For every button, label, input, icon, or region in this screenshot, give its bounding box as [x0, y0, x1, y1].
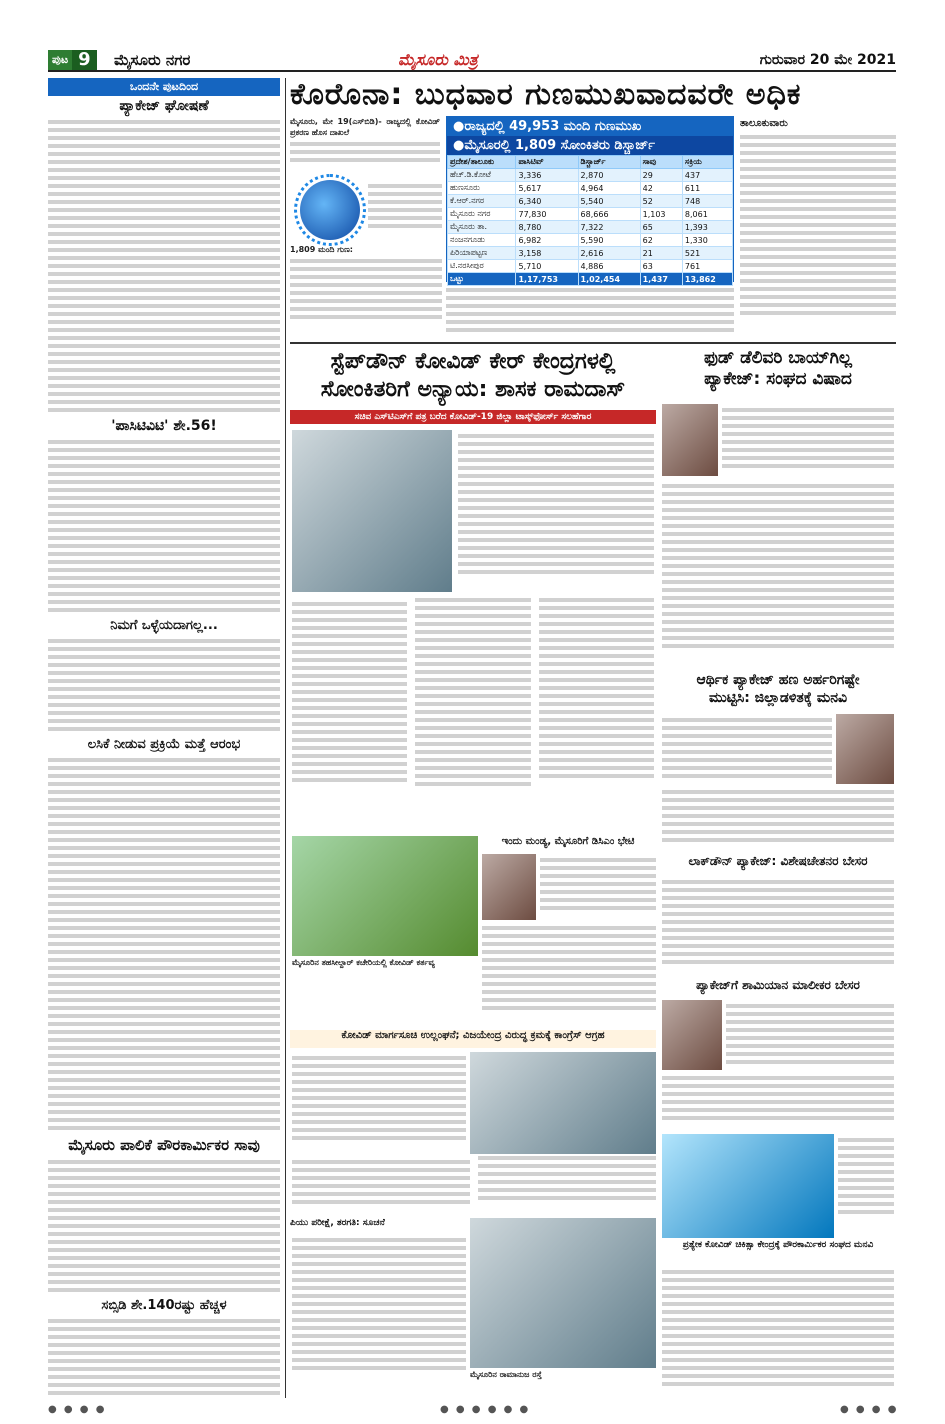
table-cell: ಪಿರಿಯಾಪಟ್ಟಣ — [448, 247, 516, 260]
section-rule — [290, 342, 896, 344]
issue-date: ಗುರುವಾರ 20 ಮೇ 2021 — [759, 52, 896, 68]
table-cell: 5,590 — [578, 234, 640, 247]
queue-photo-caption: ಮೈಸೂರಿನ ರಾಮಾನುಜ ರಸ್ತೆ — [470, 1370, 542, 1379]
table-cell: 4,886 — [578, 260, 640, 273]
headline-subsidy: ಸಬ್ಸಿಡಿ ಶೇ.140ರಷ್ಟು ಹೆಚ್ಚಳ — [101, 1298, 227, 1313]
table-cell: 13,862 — [682, 273, 732, 286]
headline-vaccine: ಲಸಿಕೆ ನೀಡುವ ಪ್ರಕ್ರಿಯೆ ಮತ್ತೆ ಆರಂಭ — [87, 737, 241, 752]
office-photo-caption: ಮೈಸೂರಿನ ತಹಸೀಲ್ದಾರ್ ಕಚೇರಿಯಲ್ಲಿ ಕೋವಿಡ್ ಕರ್ತವ್ಯ — [292, 958, 435, 967]
table-cell: 65 — [640, 221, 682, 234]
corona-dateline: ಮೈಸೂರು, ಮೇ 19(ಎಸ್‌ಬಿಡಿ)- ರಾಜ್ಯದಲ್ಲಿ ಕೋವಿಡ್ ಪ್ರಕರಣ ಹೊಸ ದಾಖಲೆ — [290, 117, 440, 137]
masthead — [48, 50, 896, 72]
headline-positivity: 'ಪಾಸಿಟಿವಿಟಿ' ಶೇ.56! — [111, 418, 217, 434]
registration-marks: ● ● ● ● — [840, 1404, 899, 1415]
table-row — [448, 221, 733, 234]
article-text — [48, 635, 280, 735]
shamiyana-headline: ಪ್ಯಾಕೇಜ್‌ಗೆ ಶಾಮಿಯಾನ ಮಾಲೀಕರ ಬೇಸರ — [696, 978, 860, 992]
dcm-body — [482, 922, 656, 1026]
table-cell: 4,964 — [578, 182, 640, 195]
table-cell: 29 — [640, 169, 682, 182]
article-text — [48, 754, 280, 1134]
article-text — [48, 1156, 280, 1296]
relief-text — [662, 714, 832, 784]
table-cell: 748 — [682, 195, 732, 208]
delivery-illustration — [662, 404, 718, 476]
article-text — [290, 138, 440, 174]
portrait-photo — [836, 714, 894, 784]
table-cell: 1,437 — [640, 273, 682, 286]
table-cell: 5,540 — [578, 195, 640, 208]
food-headline-line2: ಪ್ಯಾಕೇಜ್: ಸಂಘದ ವಿಷಾದ — [704, 369, 852, 390]
stepdown-headline — [290, 348, 656, 408]
table-cell: 1,103 — [640, 208, 682, 221]
stepdown-text-top — [458, 430, 654, 592]
congress-headline: ಕೋವಿಡ್ ಮಾರ್ಗಸೂಚಿ ಉಲ್ಲಂಘನೆ; ವಿಜಯೇಂದ್ರ ವಿರುದ್ಧ ಕ್ರಮಕ್ಕೆ ಕಾಂಗ್ರೆಸ್ ಆಗ್ರಹ — [290, 1030, 656, 1048]
table-cell: 2,870 — [578, 169, 640, 182]
table-cell: ಮೈಸೂರು ನಗರ — [448, 208, 516, 221]
headline-package: ಪ್ಯಾಕೇಜ್ ಘೋಷಣೆ — [119, 98, 209, 114]
table-cell: 1,393 — [682, 221, 732, 234]
table-cell: 6,982 — [516, 234, 578, 247]
table-cell: 1,02,454 — [578, 273, 640, 286]
covid-stats-box — [446, 116, 734, 282]
relief-headline-line1: ಆರ್ಥಿಕ ಪ್ಯಾಕೇಜ್ ಹಣ ಅರ್ಹರಿಗಷ್ಟೇ — [696, 672, 860, 688]
table-cell: 2,616 — [578, 247, 640, 260]
relief-headline — [660, 672, 896, 712]
workers-photo — [662, 1134, 834, 1238]
table-cell: ಕೆ.ಆರ್.ನಗರ — [448, 195, 516, 208]
table-cell: 68,666 — [578, 208, 640, 221]
table-cell: 5,710 — [516, 260, 578, 273]
table-cell: 62 — [640, 234, 682, 247]
relief-body — [662, 786, 894, 852]
recovered-banner: ●ರಾಜ್ಯದಲ್ಲಿ 49,953 ಮಂದಿ ಗುಣಮುಖ — [447, 117, 733, 136]
newspaper-logo: ಮೈಸೂರು ಮಿತ್ರ — [398, 50, 478, 69]
relief-headline-line2: ಮುಟ್ಟಿಸಿ: ಜಿಲ್ಲಾಡಳಿತಕ್ಕೆ ಮನವಿ — [708, 689, 848, 706]
headline-not-good: ನಿಮಗೆ ಒಳ್ಳೆಯದಾಗಲ್ಲ... — [110, 618, 218, 633]
shamiyana-text — [726, 1000, 894, 1070]
table-row — [448, 247, 733, 260]
coronavirus-icon — [300, 180, 360, 240]
table-cell: 21 — [640, 247, 682, 260]
puc-headline: ಪಿಯು ಪರೀಕ್ಷೆ, ತರಗತಿ: ಸೂಚನೆ — [290, 1218, 385, 1228]
table-cell: 52 — [640, 195, 682, 208]
lockdown-body — [662, 876, 894, 976]
corona-intro — [290, 116, 440, 176]
page-number: 9 — [72, 50, 97, 70]
shamiyana-body — [662, 1072, 894, 1128]
table-row — [448, 208, 733, 221]
table-row — [448, 260, 733, 273]
stepdown-subhead: ಸಚಿವ ಎಸ್‌ಟಿಎಸ್‌ಗೆ ಪತ್ರ ಬರೆದ ಕೋವಿಡ್-19 ಜಿಲ್ಲಾ ಟಾಸ್ಕ್‌ಫೋರ್ಸ್ ಸಲಹೆಗಾರ — [290, 410, 656, 424]
registration-marks: ● ● ● ● ● ● — [440, 1404, 531, 1415]
article-text — [48, 1315, 280, 1395]
taluk-label: ತಾಲೂಕುವಾರು — [740, 118, 788, 129]
taluk-stats-table — [447, 155, 733, 286]
headline-worker-death: ಮೈಸೂರು ಪಾಲಿಕೆ ಪೌರಕಾರ್ಮಿಕರ ಸಾವು — [68, 1136, 260, 1154]
table-cell: 611 — [682, 182, 732, 195]
column-header: ಪಾಸಿಟಿವ್ — [516, 156, 578, 169]
column-header: ಸಕ್ರಿಯ — [682, 156, 732, 169]
table-row — [448, 195, 733, 208]
lockdown-headline: ಲಾಕ್‌ಡೌನ್ ಪ್ಯಾಕೇಜ್: ವಿಶೇಷಚೇತನರ ಬೇಸರ — [688, 854, 868, 868]
continued-tag: ಒಂದನೇ ಪುಟದಿಂದ — [48, 78, 280, 96]
congress-text — [292, 1052, 466, 1154]
page-label: ಪುಟ — [48, 50, 72, 70]
puc-body — [292, 1234, 466, 1394]
article-text — [48, 436, 280, 616]
congress-photo — [470, 1052, 656, 1154]
table-cell: ಹೆಚ್.ಡಿ.ಕೋಟೆ — [448, 169, 516, 182]
table-cell: 761 — [682, 260, 732, 273]
ward-photo — [292, 430, 452, 592]
table-cell: 3,158 — [516, 247, 578, 260]
food-body — [662, 480, 894, 670]
article-text — [48, 116, 280, 416]
congress-body — [292, 1156, 656, 1216]
table-cell: 521 — [682, 247, 732, 260]
table-cell: 6,340 — [516, 195, 578, 208]
left-column — [48, 78, 280, 1400]
food-headline-line1: ಫುಡ್ ಡೆಲಿವರಿ ಬಾಯ್‌ಗಿಲ್ಲ — [704, 348, 852, 368]
stepdown-body — [292, 598, 654, 830]
section-title: ಮೈಸೂರು ನಗರ — [114, 51, 191, 69]
table-cell: ನಂಜನಗೂಡು — [448, 234, 516, 247]
table-cell: 7,322 — [578, 221, 640, 234]
table-cell: 1,17,753 — [516, 273, 578, 286]
food-headline — [660, 348, 896, 400]
registration-marks: ● ● ● ● — [48, 1404, 107, 1415]
corona-body — [290, 244, 442, 334]
queue-photo — [470, 1218, 656, 1368]
corona-body-2 — [446, 284, 734, 338]
table-cell: ಟಿ.ನರಸೀಪುರ — [448, 260, 516, 273]
table-cell: 63 — [640, 260, 682, 273]
table-cell: 3,336 — [516, 169, 578, 182]
table-row — [448, 182, 733, 195]
table-cell: 8,061 — [682, 208, 732, 221]
table-cell: 5,617 — [516, 182, 578, 195]
table-row — [448, 234, 733, 247]
table-row — [448, 169, 733, 182]
table-cell: 42 — [640, 182, 682, 195]
column-rule — [285, 78, 286, 1398]
worker-centre-body — [662, 1266, 894, 1398]
column-header: ಪ್ರದೇಶ/ತಾಲೂಕು — [448, 156, 516, 169]
stepdown-headline-line1: ಸ್ಟೆಪ್‌ಡೌನ್ ಕೋವಿಡ್ ಕೇರ್ ಕೇಂದ್ರಗಳಲ್ಲಿ — [330, 349, 616, 374]
table-cell: ಹುಣಸೂರು — [448, 182, 516, 195]
worker-centre-headline: ಪ್ರತ್ಯೇಕ ಕೋವಿಡ್ ಚಿಕಿತ್ಸಾ ಕೇಂದ್ರಕ್ಕೆ ಪೌರಕಾರ್ಮಿಕರ ಸಂಘದ ಮನವಿ — [682, 1240, 874, 1250]
main-headline: ಕೊರೊನಾ: ಬುಧವಾರ ಗುಣಮುಖವಾದವರೇ ಅಧಿಕ — [290, 78, 802, 112]
table-cell: ಮೈಸೂರು ತಾ. — [448, 221, 516, 234]
dcm-portrait — [482, 854, 536, 920]
dcm-headline: ಇಂದು ಮಂಡ್ಯ, ಮೈಸೂರಿಗೆ ಡಿಸಿಎಂ ಭೇಟಿ — [501, 836, 635, 847]
stepdown-headline-line2: ಸೋಂಕಿತರಿಗೆ ಅನ್ಯಾಯ: ಶಾಸಕ ರಾಮದಾಸ್ — [320, 376, 626, 402]
taluk-column — [740, 116, 896, 338]
table-cell: 437 — [682, 169, 732, 182]
corona-side-text — [368, 180, 442, 240]
dcm-text — [540, 854, 656, 920]
column-header: ಸಾವು — [640, 156, 682, 169]
discharged-banner: ●ಮೈಸೂರಲ್ಲಿ 1,809 ಸೋಂಕಿತರು ಡಿಸ್ಚಾರ್ಜ್ — [447, 136, 733, 155]
food-text-top — [722, 404, 894, 478]
table-cell: 1,330 — [682, 234, 732, 247]
column-header: ಡಿಸ್ಚಾರ್ಜ್ — [578, 156, 640, 169]
table-cell: 8,780 — [516, 221, 578, 234]
table-cell: ಒಟ್ಟು — [448, 273, 516, 286]
virus-caption: 1,809 ಮಂದಿ ಗುಣ: — [290, 245, 353, 254]
table-cell: 77,830 — [516, 208, 578, 221]
portrait-photo — [662, 1000, 722, 1070]
workers-caption — [838, 1134, 894, 1238]
office-photo — [292, 836, 478, 956]
page-number-badge — [48, 50, 97, 70]
